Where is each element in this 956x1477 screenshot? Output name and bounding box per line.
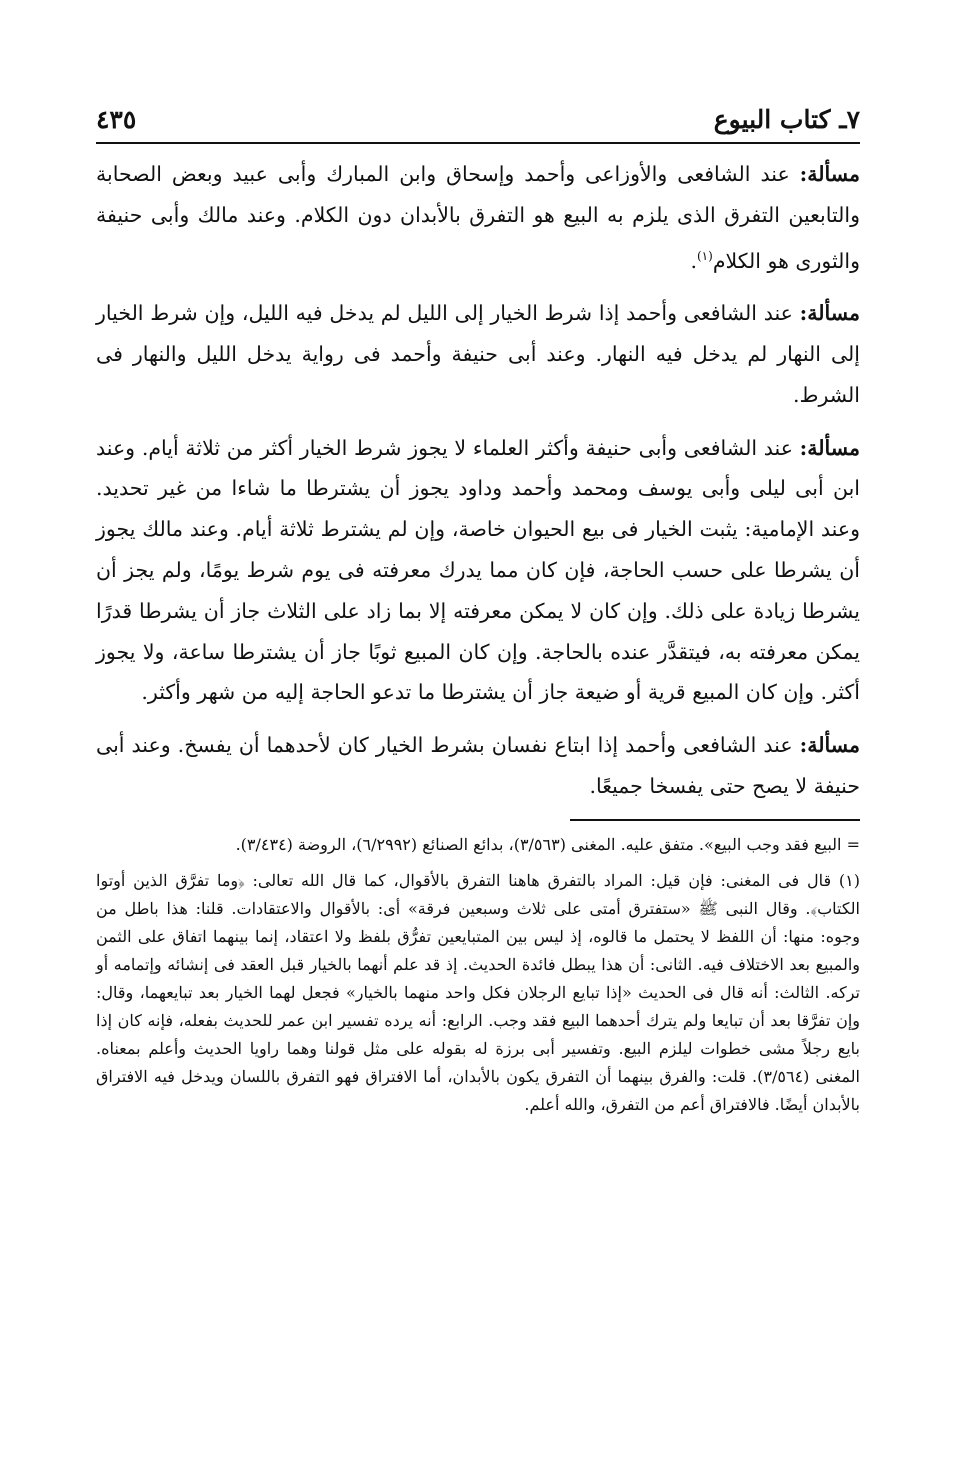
issue-paragraph (96, 293, 860, 415)
issue-paragraph (96, 725, 860, 807)
issue-heading: مسألة: (799, 162, 860, 186)
footnotes (96, 831, 860, 1119)
footnote-ref: (١) (696, 248, 713, 263)
issue-paragraph (96, 154, 860, 281)
footnote-continuation: = البيع فقد وجب البيع». متفق عليه. المغنى (٣/٥٦٣)، بدائع الصنائع (٦/٢٩٩٢)، الروضة (٣/٤٣٤). (235, 834, 860, 854)
issue-text: عند الشافعى وأبى حنيفة وأكثر العلماء لا يجوز شرط الخيار أكثر من ثلاثة أيام. وعند ابن أبى ليلى وأبى يوسف ومحمد وأحمد وداود يجوز أن يشترطا ما شاءا من غير تحديد. وعند الإمامية: يثبت الخيار فى بيع الحيوان خاصة، وإن لم يشترط ثلاثة أيام. وعند مالك يجوز أن يشرطا على حسب الحاجة، فإن كان مما يدرك معرفته فى يوم شرط يومًا، ولم يجز أن يشرطا زيادة على ذلك. وإن كان لا يمكن معرفته إلا بما زاد على الثلاث جاز أن يشرطا قدرًا يمكن معرفته به، فيتقدَّر عنده بالحاجة. وإن كان المبيع ثوبًا جاز أن يشترطا ساعة، ولا يجوز أكثر. وإن كان المبيع قرية أو ضيعة جاز أن يشترطا ما تدعو الحاجة إليه من شهر وأكثر. (96, 435, 860, 705)
issue-paragraph (96, 428, 860, 714)
issue-text: عند الشافعى وأحمد إذا ابتاع نفسان بشرط الخيار كان لأحدهما أن يفسخ. وعند أبى حنيفة لا يصح حتى يفسخا جميعًا. (96, 733, 860, 798)
issue-heading: مسألة: (799, 435, 860, 460)
page-number: ٤٣٥ (96, 105, 137, 134)
main-text (96, 154, 860, 807)
chapter-title: ٧ـ كتاب البيوع (713, 105, 860, 134)
issue-text: عند الشافعى وأحمد إذا شرط الخيار إلى الليل لم يدخل فيه الليل، وإن شرط الخيار إلى النهار لم يدخل فيه النهار. وعند أبى حنيفة وأحمد فى رواية يدخل الليل والنهار فى الشرط. (96, 301, 860, 407)
running-header (96, 94, 860, 144)
issue-text: عند الشافعى والأوزاعى وأحمد وإسحاق وابن المبارك وأبى عبيد وبعض الصحابة والتابعين التفرق الذى يلزم به البيع هو التفرق بالأبدان دون الكلام. وعند مالك وأبى حنيفة والثورى هو الكلام (96, 162, 860, 273)
issue-heading: مسألة: (799, 733, 860, 758)
issue-heading: مسألة: (799, 301, 860, 326)
footnote-1: (١) قال فى المغنى: فإن قيل: المراد بالتفرق هاهنا التفرق بالأقوال، كما قال الله تعالى: ﴿وما تفرَّق الذين أوتوا الكتاب﴾. وقال النبى ﷺ «ستفترق أمتى على ثلاث وسبعين فرقة» أى: بالأقوال والاعتقادات. قلنا: هذا باطل من وجوه: منها: أن اللفظ لا يحتمل ما قالوه، إذ ليس بين المتبايعين تفرُّق بلفظ ولا اعتقاد، إنما بينهما اتفاق على الثمن والمبيع بعد الاختلاف فيه. الثانى: أن هذا يبطل فائدة الحديث. إذ قد علم أنهما بالخيار قبل العقد فى إنشائه وإتمامه أو تركه. الثالث: أنه قال فى الحديث «إذا تبايع الرجلان فكل واحد منهما بالخيار» فجعل لهما الخيار بعد تبايعهما، وقال: وإن تفرَّقا بعد أن تبايعا ولم يترك أحدهما البيع فقد وجب. الرابع: أنه يرده تفسير ابن عمر للحديث بفعله، فإنه كان إذا بايع رجلاً مشى خطوات ليلزم البيع. وتفسير أبى برزة له بقوله على مثل قولنا وهما راويا الحديث وأعلم بمعناه. المغنى (٣/٥٦٤). قلت: والفرق بينهما أن التفرق يكون بالأبدان، أما الافتراق فهو التفرق باللسان ويدخل فيه الافتراق بالأبدان أيضًا. فالافتراق أعم من التفرق، والله أعلم. (96, 870, 861, 1114)
footnote-divider (570, 819, 860, 821)
issue-text-tail: . (690, 248, 697, 273)
